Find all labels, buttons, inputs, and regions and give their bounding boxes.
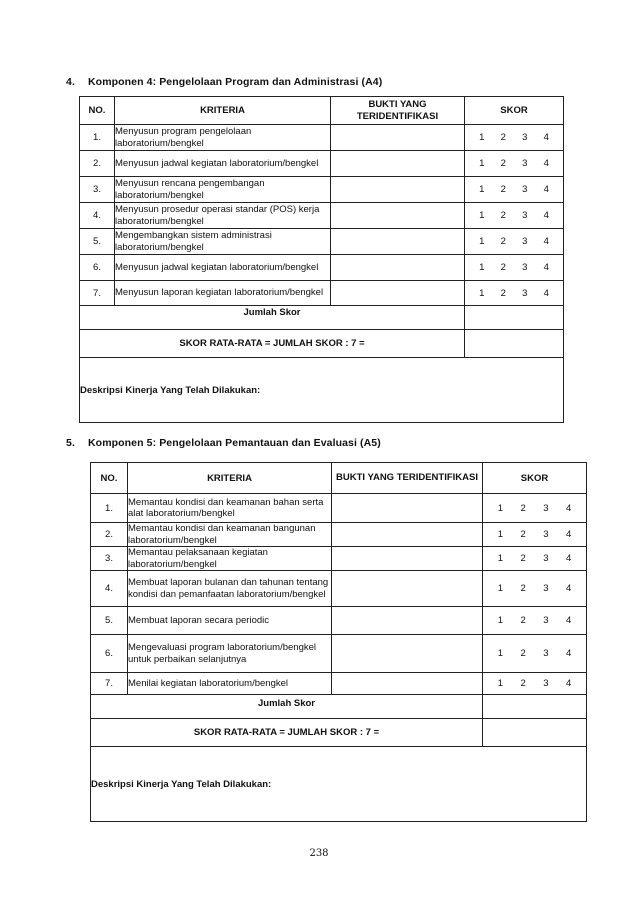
jumlah-skor-row [91, 695, 587, 719]
table-row [80, 177, 564, 203]
skor-option-4[interactable]: 4 [565, 648, 572, 659]
jumlah-skor-value[interactable] [465, 306, 564, 330]
row-skor-options [483, 494, 587, 523]
row-kriteria: Membuat laporan bulanan dan tahunan tentang kondisi dan pemanfaatan laboratorium/bengkel [128, 571, 332, 607]
row-bukti-field[interactable] [331, 255, 465, 281]
row-bukti-field[interactable] [331, 151, 465, 177]
skor-option-1[interactable]: 1 [497, 529, 504, 540]
row-bukti-field[interactable] [331, 229, 465, 255]
header-kriteria: KRITERIA [128, 463, 332, 494]
skor-option-1[interactable]: 1 [497, 502, 504, 514]
row-number: 4. [80, 203, 115, 229]
skor-option-3[interactable]: 3 [543, 529, 549, 540]
table-header-row [80, 97, 564, 125]
deskripsi-label: Deskripsi Kinerja Yang Telah Dilakukan: [80, 384, 261, 396]
row-number: 3. [91, 547, 128, 571]
skor-option-3[interactable]: 3 [543, 502, 549, 514]
skor-rata-rata-row [91, 719, 587, 747]
row-skor-options [465, 203, 564, 229]
row-kriteria: Memantau pelaksanaan kegiatan laboratorium/bengkel [128, 547, 332, 571]
row-kriteria: Menilai kegiatan laboratorium/bengkel [128, 673, 332, 695]
header-kriteria: KRITERIA [115, 97, 331, 125]
row-bukti-field[interactable] [332, 523, 483, 547]
skor-rata-rata-row [80, 330, 564, 358]
skor-option-2[interactable]: 2 [520, 615, 526, 626]
table-row [91, 494, 587, 523]
skor-option-4[interactable]: 4 [543, 236, 549, 247]
row-number: 3. [80, 177, 115, 203]
skor-option-3[interactable]: 3 [543, 615, 549, 626]
rubric-table-a4 [79, 96, 564, 423]
skor-option-3[interactable]: 3 [522, 158, 528, 169]
skor-option-2[interactable]: 2 [500, 236, 506, 247]
skor-option-1[interactable]: 1 [479, 158, 485, 169]
skor-option-3[interactable]: 3 [543, 583, 549, 594]
row-skor-options [483, 673, 587, 695]
rubric-table-a5 [90, 462, 587, 822]
row-kriteria: Memantau kondisi dan keamanan bangunan laboratorium/bengkel [128, 523, 332, 547]
deskripsi-row [80, 358, 564, 423]
skor-option-2[interactable]: 2 [500, 210, 506, 221]
header-no: NO. [91, 463, 128, 494]
row-bukti-field[interactable] [332, 673, 483, 695]
table-row [80, 255, 564, 281]
skor-option-3[interactable]: 3 [522, 236, 528, 247]
skor-option-1[interactable]: 1 [479, 132, 485, 143]
row-kriteria: Mengevaluasi program laboratorium/bengkel untuk perbaikan selanjutnya [128, 635, 332, 673]
row-number: 4. [91, 571, 128, 607]
row-skor-options [483, 547, 587, 571]
skor-option-2[interactable]: 2 [500, 158, 506, 169]
jumlah-skor-value[interactable] [483, 695, 587, 719]
section-a5-title-text: Komponen 5: Pengelolaan Pemantauan dan Evaluasi (A5) [88, 437, 381, 449]
table-row [91, 635, 587, 673]
row-skor-options [465, 125, 564, 151]
skor-option-4[interactable]: 4 [565, 553, 572, 564]
section-a5-number: 5. [66, 437, 75, 449]
jumlah-skor-label: Jumlah Skor [80, 306, 465, 330]
row-number: 7. [91, 673, 128, 695]
row-skor-options [465, 151, 564, 177]
row-number: 1. [80, 125, 115, 151]
skor-option-2[interactable]: 2 [520, 583, 526, 594]
row-skor-options [483, 571, 587, 607]
section-a4-title-text: Komponen 4: Pengelolaan Program dan Administrasi (A4) [88, 76, 383, 88]
skor-option-2[interactable]: 2 [500, 262, 506, 273]
skor-option-4[interactable]: 4 [565, 678, 572, 689]
table-row [80, 203, 564, 229]
jumlah-skor-label: Jumlah Skor [91, 695, 483, 719]
row-bukti-field[interactable] [332, 635, 483, 673]
skor-option-2[interactable]: 2 [520, 529, 526, 540]
skor-option-4[interactable]: 4 [543, 158, 549, 169]
row-kriteria: Memantau kondisi dan keamanan bahan serta alat laboratorium/bengkel [128, 494, 332, 523]
table-row [80, 281, 564, 306]
skor-option-3[interactable]: 3 [543, 553, 549, 564]
skor-option-1[interactable]: 1 [479, 262, 485, 273]
skor-option-2[interactable]: 2 [520, 648, 526, 659]
row-kriteria: Menyusun program pengelolaan laboratorium/bengkel [115, 125, 331, 151]
table-row [91, 547, 587, 571]
row-number: 5. [91, 607, 128, 635]
skor-option-1[interactable]: 1 [479, 184, 485, 195]
row-bukti-field[interactable] [331, 125, 465, 151]
skor-option-2[interactable]: 2 [520, 553, 526, 564]
row-kriteria: Menyusun jadwal kegiatan laboratorium/bengkel [115, 151, 331, 177]
skor-option-4[interactable]: 4 [565, 502, 572, 514]
skor-option-1[interactable]: 1 [497, 583, 504, 594]
skor-option-3[interactable]: 3 [522, 262, 528, 273]
table-row [80, 151, 564, 177]
row-skor-options [483, 607, 587, 635]
row-number: 6. [91, 635, 128, 673]
skor-option-1[interactable]: 1 [497, 553, 504, 564]
table-row [91, 673, 587, 695]
skor-option-4[interactable]: 4 [543, 184, 549, 195]
row-kriteria: Menyusun prosedur operasi standar (POS) kerja laboratorium/bengkel [115, 203, 331, 229]
table-row [80, 229, 564, 255]
header-no: NO. [80, 97, 115, 125]
skor-option-1[interactable]: 1 [497, 678, 504, 689]
skor-rata-rata-value[interactable] [465, 330, 564, 358]
row-bukti-field[interactable] [331, 281, 465, 306]
skor-option-2[interactable]: 2 [500, 184, 506, 195]
row-number: 1. [91, 494, 128, 523]
section-a4-title [66, 76, 382, 88]
header-bukti: BUKTI YANG TERIDENTIFIKASI [332, 463, 483, 494]
skor-option-2[interactable]: 2 [500, 287, 506, 299]
row-skor-options [483, 523, 587, 547]
skor-option-4[interactable]: 4 [565, 583, 572, 594]
row-number: 2. [80, 151, 115, 177]
row-bukti-field[interactable] [332, 547, 483, 571]
row-kriteria: Menyusun laporan kegiatan laboratorium/bengkel [115, 281, 331, 306]
skor-option-1[interactable]: 1 [497, 615, 504, 626]
skor-option-4[interactable]: 4 [565, 615, 572, 626]
skor-option-3[interactable]: 3 [522, 287, 528, 299]
row-number: 2. [91, 523, 128, 547]
row-number: 7. [80, 281, 115, 306]
row-skor-options [465, 177, 564, 203]
table-row [80, 125, 564, 151]
skor-option-2[interactable]: 2 [520, 678, 526, 689]
row-number: 6. [80, 255, 115, 281]
skor-option-4[interactable]: 4 [565, 529, 572, 540]
section-a5-title [66, 437, 381, 449]
jumlah-skor-row [80, 306, 564, 330]
skor-rata-rata-label: SKOR RATA-RATA = JUMLAH SKOR : 7 = [91, 719, 483, 747]
row-bukti-field[interactable] [332, 494, 483, 523]
skor-option-2[interactable]: 2 [500, 132, 506, 143]
skor-option-1[interactable]: 1 [479, 210, 485, 221]
row-kriteria: Membuat laporan secara periodic [128, 607, 332, 635]
header-skor: SKOR [465, 97, 564, 125]
row-bukti-field[interactable] [331, 177, 465, 203]
skor-option-4[interactable]: 4 [543, 262, 549, 273]
row-skor-options [465, 281, 564, 306]
skor-option-1[interactable]: 1 [479, 236, 485, 247]
row-kriteria: Mengembangkan sistem administrasi laboratorium/bengkel [115, 229, 331, 255]
table-row [91, 607, 587, 635]
skor-rata-rata-label: SKOR RATA-RATA = JUMLAH SKOR : 7 = [80, 330, 465, 358]
skor-rata-rata-value[interactable] [483, 719, 587, 747]
row-bukti-field[interactable] [332, 607, 483, 635]
row-skor-options [465, 255, 564, 281]
row-bukti-field[interactable] [332, 571, 483, 607]
skor-option-1[interactable]: 1 [497, 648, 504, 659]
deskripsi-field[interactable] [91, 747, 587, 822]
deskripsi-label: Deskripsi Kinerja Yang Telah Dilakukan: [91, 778, 272, 790]
header-skor: SKOR [483, 463, 587, 494]
row-number: 5. [80, 229, 115, 255]
skor-option-4[interactable]: 4 [543, 287, 549, 299]
row-skor-options [465, 229, 564, 255]
skor-option-3[interactable]: 3 [543, 648, 549, 659]
deskripsi-field[interactable] [80, 358, 564, 423]
table-row [91, 523, 587, 547]
section-a4-number: 4. [66, 76, 75, 88]
skor-option-2[interactable]: 2 [520, 502, 526, 514]
skor-option-3[interactable]: 3 [522, 132, 528, 143]
skor-option-1[interactable]: 1 [479, 287, 485, 299]
skor-option-3[interactable]: 3 [522, 184, 528, 195]
page-number: 238 [309, 848, 329, 859]
skor-option-3[interactable]: 3 [522, 210, 528, 221]
table-row [91, 571, 587, 607]
skor-option-4[interactable]: 4 [543, 132, 549, 143]
row-kriteria: Menyusun jadwal kegiatan laboratorium/bengkel [115, 255, 331, 281]
row-skor-options [483, 635, 587, 673]
skor-option-4[interactable]: 4 [543, 210, 549, 221]
table-header-row [91, 463, 587, 494]
row-kriteria: Menyusun rencana pengembangan laboratorium/bengkel [115, 177, 331, 203]
skor-option-3[interactable]: 3 [543, 678, 549, 689]
row-bukti-field[interactable] [331, 203, 465, 229]
header-bukti: BUKTI YANG TERIDENTIFIKASI [331, 97, 465, 125]
deskripsi-row [91, 747, 587, 822]
